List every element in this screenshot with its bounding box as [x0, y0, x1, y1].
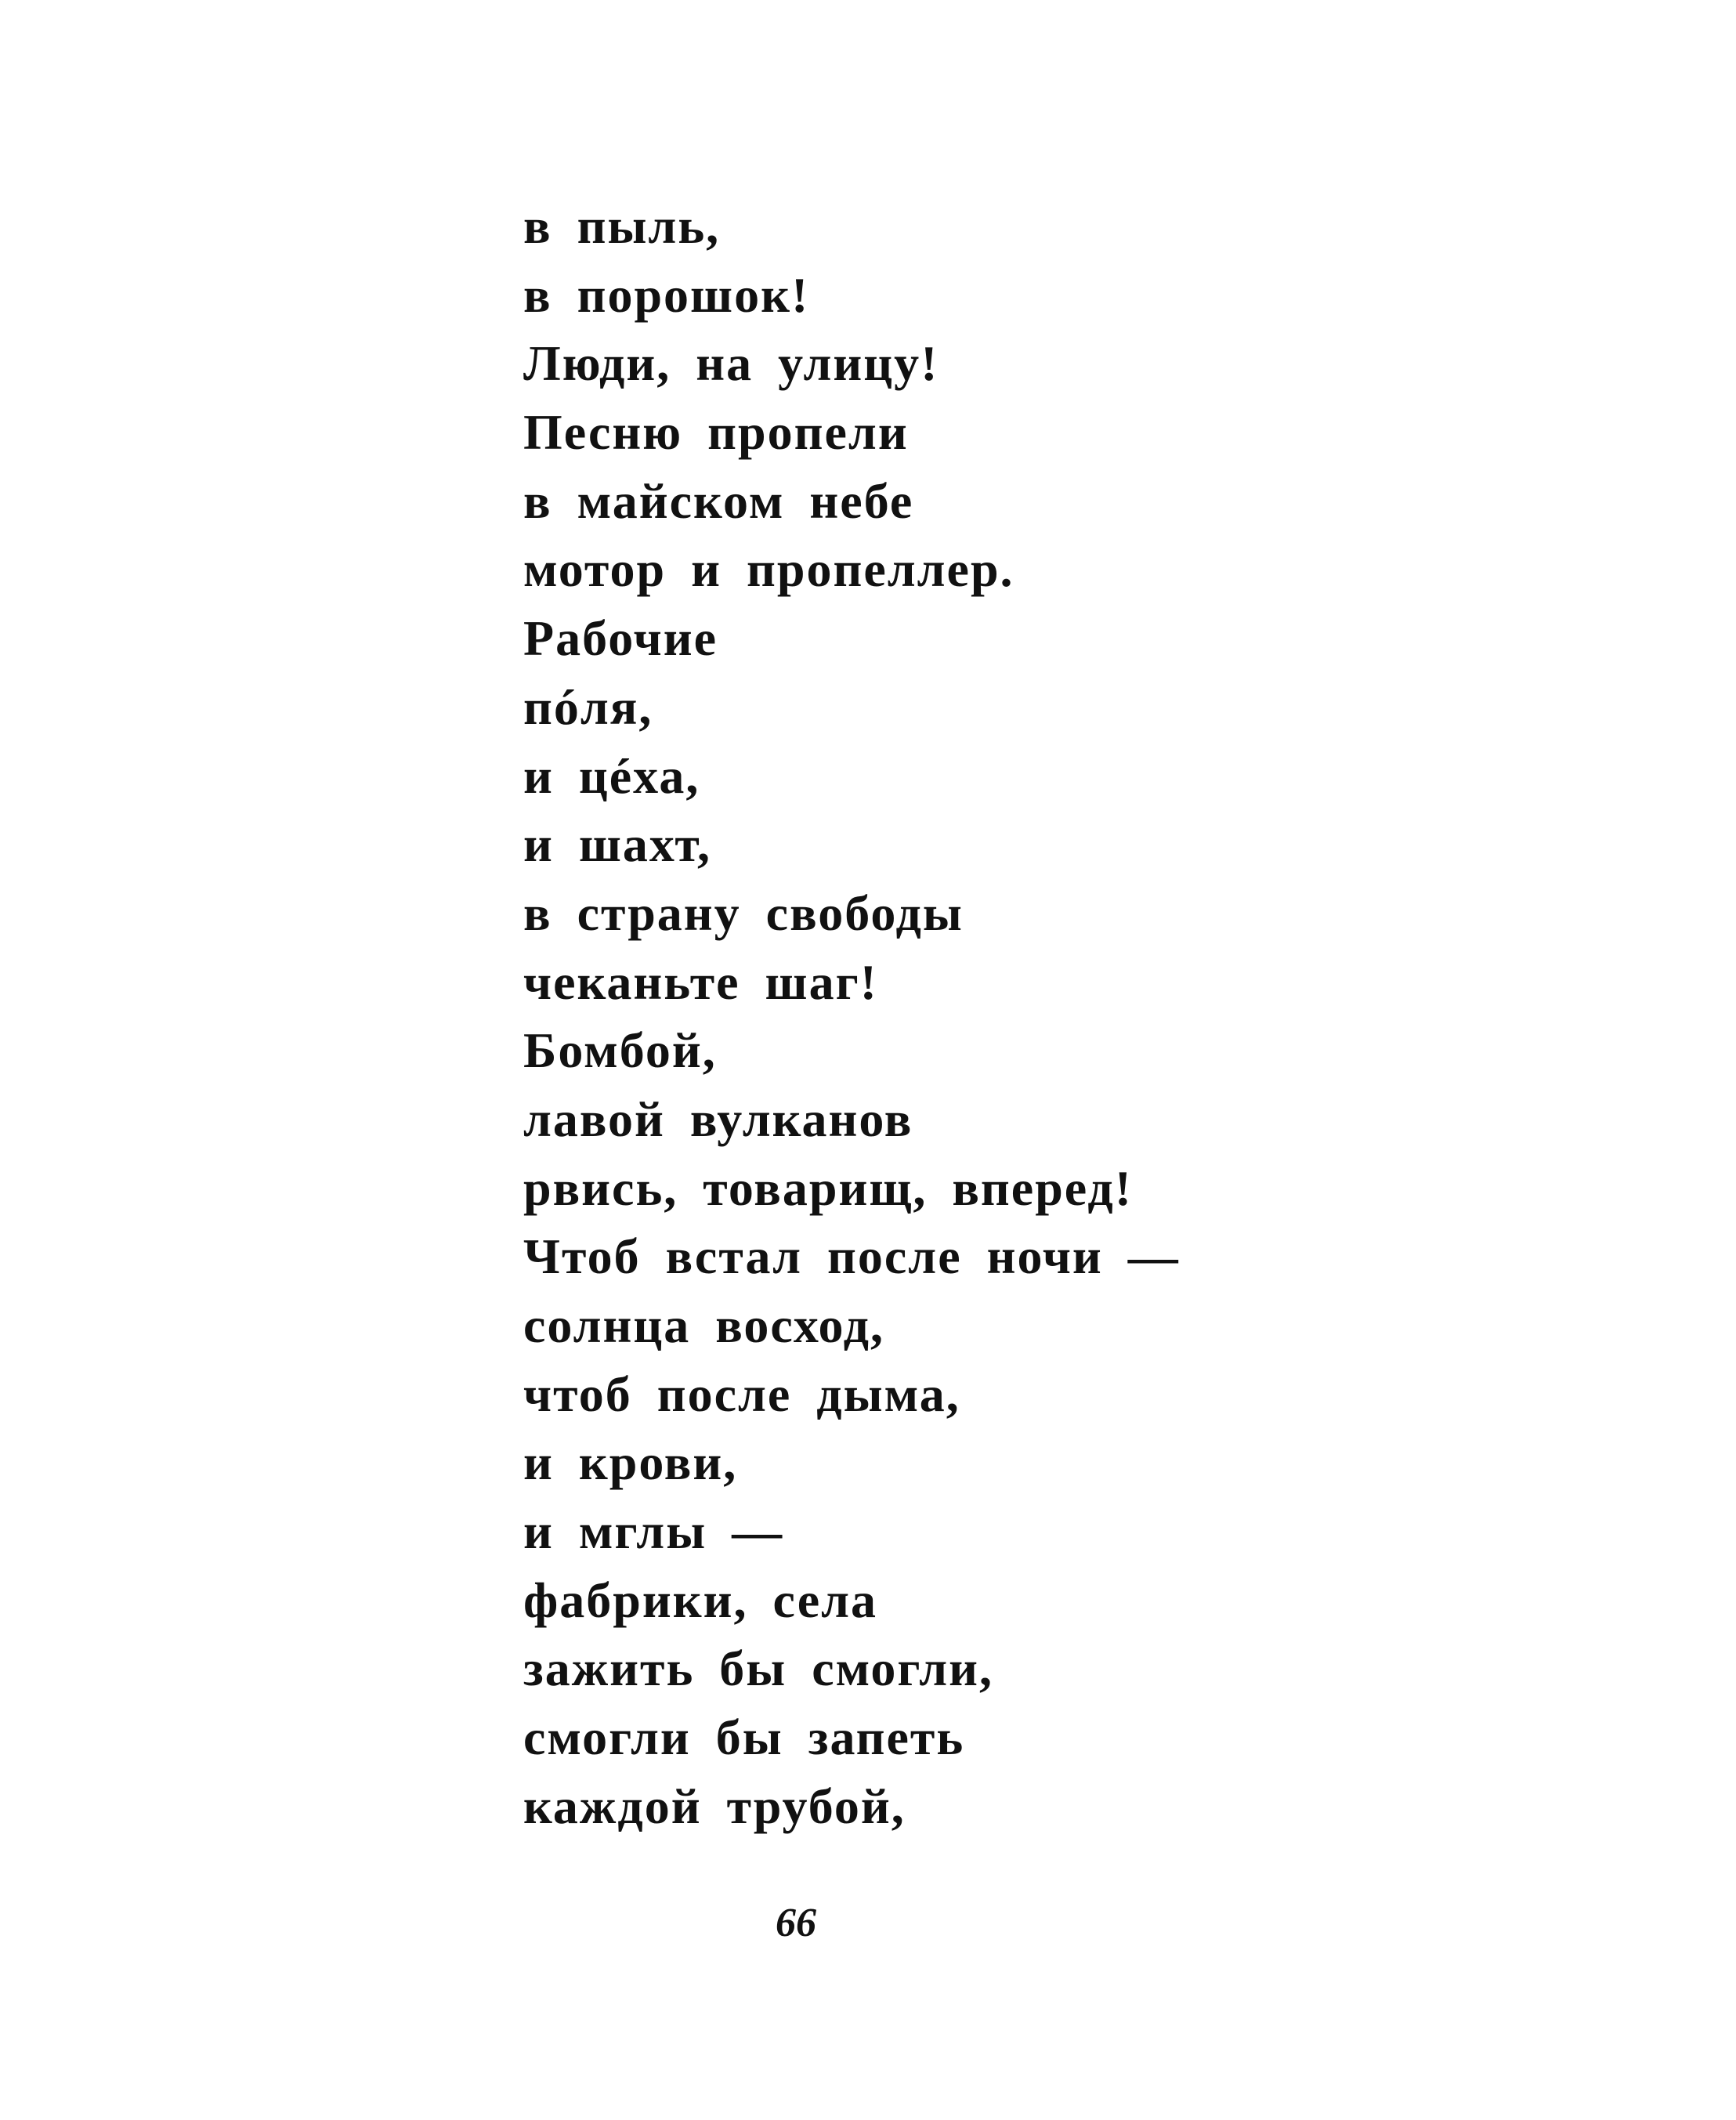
- poem-line: чеканьте шаг!: [523, 953, 878, 1010]
- poem-line: каждой трубой,: [523, 1778, 906, 1834]
- poem-line: мотор и пропеллер.: [523, 541, 1014, 598]
- poem-text: [523, 192, 1180, 1841]
- poem-line: пóля,: [523, 678, 653, 735]
- poem-line: в страну свободы: [523, 885, 964, 941]
- poem-line: и мглы —: [523, 1503, 784, 1560]
- poem-line: лавой вулканов: [523, 1091, 913, 1147]
- poem-line: Люди, на улицу!: [523, 335, 939, 392]
- poem-line: в пыль,: [523, 198, 721, 254]
- poem-line: фабрики, села: [523, 1572, 877, 1628]
- poem-line: Рабочие: [523, 610, 718, 667]
- poem-line: в майском небе: [523, 472, 914, 529]
- poem-line: в порошок!: [523, 266, 810, 323]
- poem-line: Чтоб встал после ночи —: [523, 1228, 1180, 1285]
- poem-line: чтоб после дыма,: [523, 1366, 960, 1422]
- poem-line: и шахт,: [523, 816, 711, 873]
- page-number: 66: [776, 1901, 816, 1945]
- poem-line: и крови,: [523, 1434, 738, 1491]
- poem-line: солнца восход,: [523, 1297, 884, 1353]
- poem-line: Песню пропели: [523, 404, 909, 461]
- poem-line: зажить бы смогли,: [523, 1641, 993, 1697]
- poem-line: и цéха,: [523, 747, 700, 804]
- poem-line: рвись, товарищ, вперед!: [523, 1159, 1134, 1216]
- poem-line: смогли бы запеть: [523, 1709, 965, 1766]
- poem-line: Бомбой,: [523, 1022, 717, 1079]
